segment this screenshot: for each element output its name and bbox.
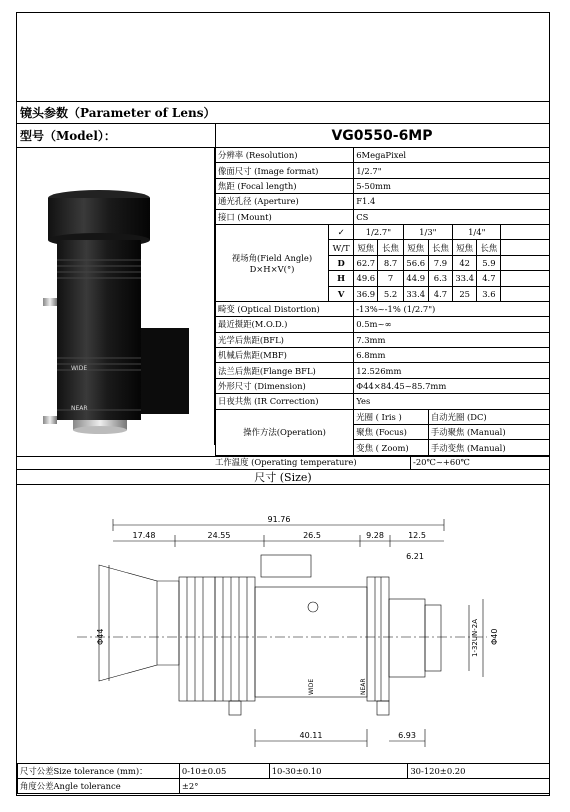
temperature-row (17, 456, 550, 469)
fov-format-2: 1/3" (403, 224, 452, 239)
fov-format-3: 1/4" (453, 224, 501, 239)
section-title: 镜头参数（Parameter of Lens） (17, 101, 549, 123)
fov-tele-3: 长焦 (477, 240, 501, 255)
dim-1: 17.48 (132, 531, 156, 540)
fov-axis-v: V (329, 286, 354, 301)
fov-d-2: 8.7 (378, 255, 403, 270)
fov-v-3: 33.4 (403, 286, 428, 301)
angle-tolerance-label: 角度公差Angle tolerance (18, 779, 180, 794)
fov-wt: W/T (329, 240, 354, 255)
drawing-near-mark: NEAR (360, 678, 367, 695)
fov-h-3: 44.9 (403, 271, 428, 286)
photo-wide-mark: WIDE (71, 365, 88, 372)
dimension-label: 外形尺寸 (Dimension) (216, 378, 354, 393)
fov-v-2: 5.2 (378, 286, 403, 301)
mbf-label: 机械后焦距(MBF) (216, 348, 354, 363)
image-format-label: 像面尺寸 (Image format) (216, 163, 354, 178)
model-label: 型号（Model）： (20, 129, 116, 143)
fov-d-4: 7.9 (428, 255, 452, 270)
op-zoom-value: 手动变焦 (Manual) (428, 440, 549, 455)
fov-d-1: 62.7 (354, 255, 378, 270)
fov-corner: ✓ (329, 224, 354, 239)
fov-axis-h: H (329, 271, 354, 286)
datasheet-frame (16, 12, 550, 796)
size-tolerance-label: 尺寸公差Size tolerance (mm)： (18, 764, 180, 779)
dim-6: 6.21 (406, 552, 424, 561)
angle-tolerance-value: ±2° (179, 779, 549, 794)
mount-label: 接口 (Mount) (216, 209, 354, 224)
flange-value: 12.526mm (354, 363, 550, 378)
op-focus-name: 聚焦 (Focus) (354, 425, 429, 440)
size-tolerance-2: 10-30±0.10 (269, 764, 408, 779)
ir-value: Yes (354, 394, 550, 409)
fov-tele-2: 长焦 (428, 240, 452, 255)
mod-value: 0.5m~∞ (354, 317, 550, 332)
drawing-wide-mark: WIDE (308, 678, 315, 695)
aperture-label: 通光孔径 (Aperture) (216, 194, 354, 209)
fov-h-6: 4.7 (477, 271, 501, 286)
dim-bottom-1: 40.11 (299, 731, 323, 740)
op-focus-value: 手动聚焦 (Manual) (428, 425, 549, 440)
lens-photo (17, 148, 213, 444)
image-format-value: 1/2.7" (354, 163, 550, 178)
mount-value: CS (354, 209, 550, 224)
photo-near-mark: NEAR (71, 405, 88, 412)
fov-h-5: 33.4 (453, 271, 477, 286)
dim-overall: 91.76 (267, 515, 291, 524)
fov-wide-1: 短焦 (354, 240, 378, 255)
dim-2: 24.55 (207, 531, 231, 540)
resolution-label: 分辨率 (Resolution) (216, 148, 354, 163)
fov-h-2: 7 (378, 271, 403, 286)
model-value: VG0550-6MP (331, 128, 433, 144)
resolution-value: 6MegaPixel (354, 148, 550, 163)
temperature-label: 工作温度 (Operating temperature) (215, 457, 357, 467)
dim-dia-44: Φ44 (96, 628, 105, 645)
operation-label: 操作方法(Operation) (216, 409, 354, 455)
fov-v-5: 25 (453, 286, 477, 301)
distortion-label: 畸变 (Optical Distortion) (216, 301, 354, 316)
lens-photo-cell (17, 147, 215, 445)
op-iris-value: 自动光圈 (DC) (428, 409, 549, 424)
dimension-drawing (17, 485, 549, 763)
op-iris-name: 光圈 ( Iris ) (354, 409, 429, 424)
fov-wide-2: 短焦 (403, 240, 428, 255)
fov-v-6: 3.6 (477, 286, 501, 301)
fov-d-3: 56.6 (403, 255, 428, 270)
fov-tele-1: 长焦 (378, 240, 403, 255)
dim-thread: 1-32UN-2A (471, 618, 479, 657)
fov-d-6: 5.9 (477, 255, 501, 270)
fov-d-5: 42 (453, 255, 477, 270)
aperture-value: F1.4 (354, 194, 550, 209)
fov-v-4: 4.7 (428, 286, 452, 301)
tolerance-table (17, 763, 550, 794)
model-row (17, 123, 549, 147)
size-title: 尺寸 (Size) (17, 469, 549, 485)
dim-4: 9.28 (366, 531, 384, 540)
mbf-value: 6.8mm (354, 348, 550, 363)
fov-format-1: 1/2.7" (354, 224, 403, 239)
fov-h-4: 6.3 (428, 271, 452, 286)
size-tolerance-3: 30-120±0.20 (408, 764, 550, 779)
op-zoom-name: 变焦 ( Zoom) (354, 440, 429, 455)
bfl-label: 光学后焦距(BFL) (216, 332, 354, 347)
dim-dia-40: Φ40 (490, 628, 499, 645)
dim-3: 26.5 (303, 531, 321, 540)
focal-length-value: 5-50mm (354, 178, 550, 193)
spec-table (215, 147, 550, 456)
fov-label-line2: D×H×V(°) (249, 263, 295, 274)
fov-h-1: 49.6 (354, 271, 378, 286)
fov-label (216, 224, 329, 301)
size-tolerance-1: 0-10±0.05 (179, 764, 269, 779)
fov-v-1: 36.9 (354, 286, 378, 301)
distortion-value: -13%~-1% (1/2.7") (354, 301, 550, 316)
flange-label: 法兰后焦距(Flange BFL) (216, 363, 354, 378)
focal-length-label: 焦距 (Focal length) (216, 178, 354, 193)
fov-wide-3: 短焦 (453, 240, 477, 255)
dim-5: 12.5 (408, 531, 426, 540)
temperature-value: -20℃~+60℃ (410, 456, 470, 469)
bfl-value: 7.3mm (354, 332, 550, 347)
mod-label: 最近摄距(M.O.D.) (216, 317, 354, 332)
ir-label: 日夜共焦 (IR Correction) (216, 394, 354, 409)
dimension-value: Φ44×84.45~85.7mm (354, 378, 550, 393)
fov-label-line1: 视场角(Field Angle) (231, 252, 313, 263)
fov-axis-d: D (329, 255, 354, 270)
dim-bottom-2: 6.93 (398, 731, 416, 740)
